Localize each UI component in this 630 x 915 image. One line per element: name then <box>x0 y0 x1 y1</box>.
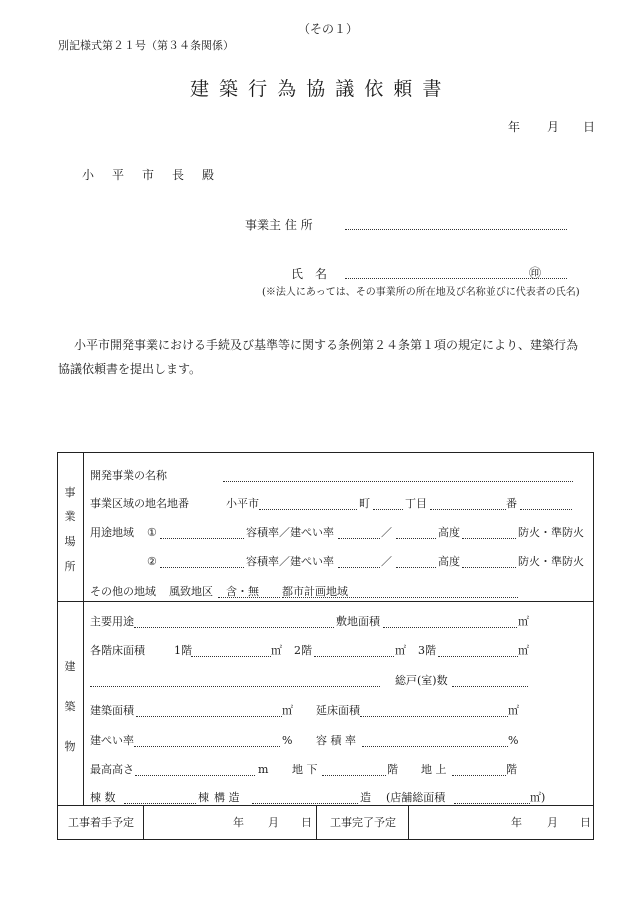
zone-1-ratio-label: 容積率／建ぺい率 <box>246 526 334 539</box>
store-area-unit: ㎡) <box>530 791 546 804</box>
structure-unit: 造 <box>360 791 371 804</box>
floor-1-field[interactable] <box>191 656 271 657</box>
scenic-district-label: 風致地区 <box>169 585 213 598</box>
start-year: 年 <box>233 816 244 829</box>
zone-label: 用途地域 <box>90 526 134 539</box>
corporate-note: (※法人にあっては、その事業所の所在地及び名称並びに代表者の氏名) <box>262 287 580 298</box>
building-count-label: 棟 数 <box>90 791 116 804</box>
below-ground-field[interactable] <box>322 775 386 776</box>
zone-2-height-label: 高度 <box>438 555 460 568</box>
start-day: 日 <box>301 816 312 829</box>
bcr-label: 建ぺい率 <box>90 734 134 747</box>
floor-1-label: 1階 <box>174 644 192 657</box>
floor-1-unit: ㎡ <box>271 644 282 657</box>
zone-2-far-field[interactable] <box>338 567 380 568</box>
floor-2-unit: ㎡ <box>395 644 406 657</box>
site-chome-field[interactable] <box>373 509 403 510</box>
zone-1-fire-label: 防火・準防火 <box>518 526 584 539</box>
schedule-divider-1 <box>143 805 144 840</box>
addressee: 小 平 市 長 殿 <box>82 168 218 182</box>
zone-1-bcr-field[interactable] <box>396 538 436 539</box>
above-ground-label: 地 上 <box>421 763 447 776</box>
below-ground-label: 地 下 <box>292 763 318 776</box>
max-height-field[interactable] <box>135 775 255 776</box>
city-planning-label: 都市計画地域 <box>282 585 348 598</box>
city-planning-field[interactable] <box>282 597 518 598</box>
zone-2-fire-label: 防火・準防火 <box>518 555 584 568</box>
site-cho: 町 <box>359 497 370 510</box>
above-ground-field[interactable] <box>452 775 506 776</box>
building-section-char: 物 <box>64 740 76 753</box>
building-count-unit: 棟 <box>198 791 209 804</box>
bcr-unit: % <box>282 734 293 747</box>
floor-area-label: 各階床面積 <box>90 644 145 657</box>
building-area-field[interactable] <box>136 716 282 717</box>
floor-3-label: 3階 <box>418 644 436 657</box>
site-ban: 番 <box>506 497 517 510</box>
building-area-label: 建築面積 <box>90 704 134 717</box>
site-ban-field[interactable] <box>430 509 506 510</box>
site-area-label: 敷地面積 <box>336 615 380 628</box>
site-section-char: 所 <box>64 560 76 573</box>
seal-mark: ㊞ <box>529 266 542 280</box>
max-height-unit: m <box>258 763 269 776</box>
total-floor-label: 延床面積 <box>316 704 360 717</box>
building-area-unit: ㎡ <box>282 704 293 717</box>
zone-1-height-label: 高度 <box>438 526 460 539</box>
zone-2-field[interactable] <box>160 567 244 568</box>
end-schedule-label: 工事完了予定 <box>330 816 396 829</box>
main-use-field[interactable] <box>134 627 334 628</box>
site-go-field[interactable] <box>520 509 572 510</box>
address-label: 事業主 住 所 <box>245 218 313 232</box>
structure-label: 構 造 <box>214 791 240 804</box>
store-area-field[interactable] <box>454 803 530 804</box>
project-name-label: 開発事業の名称 <box>90 469 167 482</box>
other-area-label: その他の地域 <box>90 585 156 598</box>
end-day: 日 <box>580 816 591 829</box>
zone-2-ratio-label: 容積率／建ぺい率 <box>246 555 334 568</box>
date-day: 日 <box>583 120 596 134</box>
start-month: 月 <box>268 816 279 829</box>
body-line-2: 協議依頼書を提出します。 <box>58 362 202 376</box>
divider-site-building <box>57 601 594 602</box>
schedule-divider-2 <box>316 805 317 840</box>
start-schedule-label: 工事着手予定 <box>68 816 134 829</box>
divider-building-schedule <box>57 805 594 806</box>
sheet-number: （その１） <box>298 22 359 36</box>
bcr-field[interactable] <box>134 746 280 747</box>
zone-1-far-field[interactable] <box>338 538 380 539</box>
building-section-char: 建 <box>64 660 76 673</box>
max-height-label: 最高高さ <box>90 763 134 776</box>
building-section-char: 築 <box>64 700 76 713</box>
structure-field[interactable] <box>252 803 358 804</box>
units-label: 総戸(室)数 <box>395 674 448 687</box>
floor-3-field[interactable] <box>438 656 518 657</box>
above-ground-unit: 階 <box>506 763 517 776</box>
zone-2-height-field[interactable] <box>462 567 516 568</box>
name-label: 氏 名 <box>291 267 328 281</box>
zone-1-marker: ① <box>147 526 157 539</box>
scenic-include-option[interactable]: 含・無 <box>226 585 259 598</box>
site-cho-field[interactable] <box>259 509 357 510</box>
floor-3-unit: ㎡ <box>518 644 529 657</box>
zone-2-marker: ② <box>147 555 157 568</box>
total-floor-field[interactable] <box>360 716 508 717</box>
building-count-field[interactable] <box>124 803 196 804</box>
far-unit: % <box>508 734 519 747</box>
floor-2-label: 2階 <box>294 644 312 657</box>
floor-extra-field[interactable] <box>90 686 380 687</box>
site-area-unit: ㎡ <box>518 615 529 628</box>
zone-1-height-field[interactable] <box>462 538 516 539</box>
scenic-field[interactable] <box>218 597 280 598</box>
floor-2-field[interactable] <box>314 656 394 657</box>
site-city: 小平市 <box>226 497 259 510</box>
store-area-label: (店舗総面積 <box>386 791 446 804</box>
zone-2-bcr-field[interactable] <box>396 567 436 568</box>
site-address-label: 事業区域の地名地番 <box>90 497 189 510</box>
site-section-char: 場 <box>64 535 76 548</box>
site-section-char: 業 <box>64 510 76 523</box>
date-year: 年 <box>508 120 521 134</box>
below-ground-unit: 階 <box>387 763 398 776</box>
date-month: 月 <box>547 120 560 134</box>
site-section-char: 事 <box>64 486 76 499</box>
body-line-1: 小平市開発事業における手続及び基準等に関する条例第２４条第１項の規定により、建築行為 <box>74 338 579 352</box>
total-floor-unit: ㎡ <box>508 704 519 717</box>
site-chome: 丁目 <box>405 497 427 510</box>
units-field[interactable] <box>452 686 528 687</box>
far-field[interactable] <box>362 746 508 747</box>
far-label: 容 積 率 <box>316 734 356 747</box>
zone-1-field[interactable] <box>160 538 244 539</box>
address-field[interactable] <box>345 229 567 230</box>
zone-2-slash: ／ <box>381 555 392 568</box>
section-column-divider <box>83 452 84 805</box>
main-use-label: 主要用途 <box>90 615 134 628</box>
end-month: 月 <box>547 816 558 829</box>
site-area-field[interactable] <box>383 627 517 628</box>
end-year: 年 <box>511 816 522 829</box>
form-reference: 別記様式第２１号（第３４条関係） <box>58 39 234 52</box>
zone-1-slash: ／ <box>381 526 392 539</box>
page-title: 建 築 行 為 協 議 依 頼 書 <box>190 78 444 100</box>
project-name-field[interactable] <box>223 481 573 482</box>
schedule-divider-3 <box>408 805 409 840</box>
